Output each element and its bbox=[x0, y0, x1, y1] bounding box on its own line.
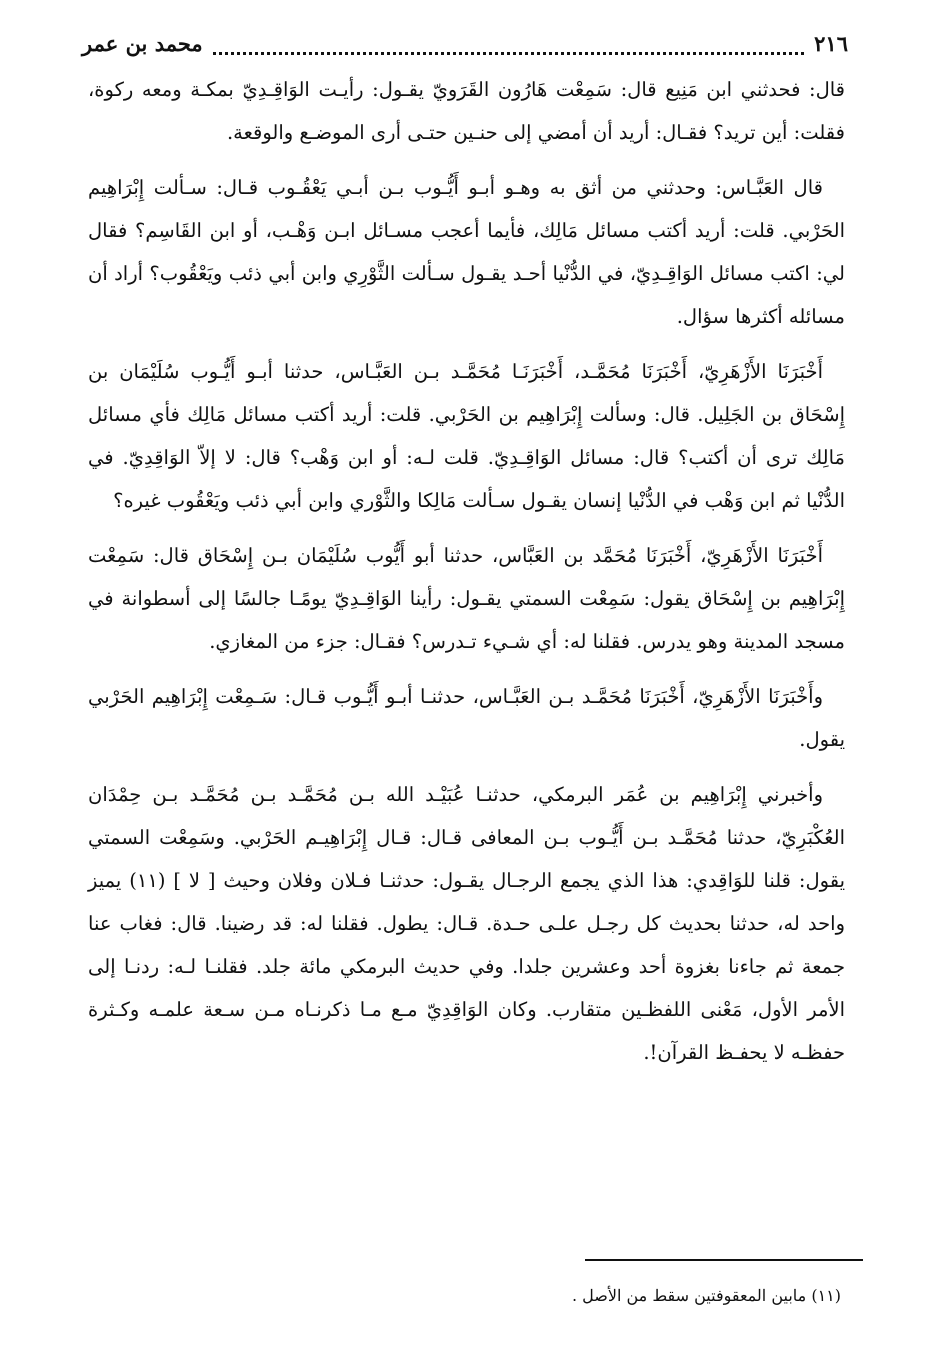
paragraph-4: أَخْبَرَنَا الأَزْهَرِيّ، أَخْبَرَنَا مُحَمَّد بن العَبَّاس، حدثنا أبو أَيُّوب سُلَيْمَان بـن إِسْحَاق قال: سَمِعْت إِبْرَاهِيم بن إِسْحَاق يقول: سَمِعْت السمتي يقـول: رأينا الوَاقِـدِيّ يومًـا جالسًا إلى أسطوانة في مسجد المدينة وهو يدرس. فقلنا له: أي شـيء تـدرس؟ فقـال: جزء من المغازي. bbox=[88, 544, 845, 653]
paragraph-1: قال: فحدثني ابن مَنِيع قال: سَمِعْت هَارُون القَرَويّ يقـول: رأيـت الوَاقِـدِيّ بمكـة ومعه ركوة، فقلت: أين تريد؟ فقـال: أريد أن أمضي إلى حنـين حتـى أرى الموضـع والوقعة. bbox=[88, 78, 845, 144]
paragraph-5: وأَخْبَرَنَا الأَزْهَرِيّ، أَخْبَرَنَا مُحَمَّـد بـن العَبَّـاس، حدثنـا أبـو أَيُّـوب قـال: سَـمِعْت إِبْرَاهِيم الحَرْبي يقول. bbox=[88, 685, 845, 751]
running-title: محمد بن عمر bbox=[82, 30, 203, 56]
paragraph-3: أَخْبَرَنَا الأَزْهَرِيّ، أَخْبَرَنَا مُحَمَّـد، أَخْبَرَنَـا مُحَمَّـد بـن العَبَّـاس، حدثنا أبـو أَيُّـوب سُلَيْمَان بن إِسْحَاق بن الجَلِيل. قال: وسألت إِبْرَاهِيم بن الحَرْبي. قلت: أريد أكتب مسائل مَالِك فأي مسائل مَالِك ترى أن أكتب؟ قال: مسائل الوَاقِـدِيّ. قلت لـه: أو ابن وَهْب؟ قال: لا إلاّ الوَاقِدِيّ. في الدُّنْيا ثم ابن وَهْب في الدُّنْيا إنسان يقـول سـألت مَالِكا والثَّوْري وابن أبي ذئب ويَعْقُوب غيره؟ bbox=[88, 360, 845, 512]
page-header bbox=[82, 26, 848, 60]
page-number: ٢١٦ bbox=[814, 30, 848, 56]
footnote: (١١) مابين المعقوفتين سقط من الأصل . bbox=[571, 1286, 841, 1305]
paragraph-6: وأخبرني إِبْرَاهِيم بن عُمَر البرمكي، حدثنـا عُبَيْـد الله بـن مُحَمَّـد بـن مُحَمَّـد بـن حِمْدَان العُكْبَرِيّ، حدثنا مُحَمَّـد بـن أَيُّـوب بـن المعافى قـال: قـال إِبْرَاهِيـم الحَرْبي. وسَمِعْت السمتي يقول: قلنا للوَاقِدي: هذا الذي يجمع الرجـال يقـول: حدثنـا فـلان وفلان وحيث [ لا ] (١١) يميز واحد له، حدثنا بحديث كل رجـل علـى حـدة. قـال: يطول. فقلنا له: قد رضينا. قال: فغاب عنا جمعة ثم جاءنا بغزوة أحد وعشرين جلدا. وفي حديث البرمكي مائة جلد. فقلنـا لـه: ردنـا إلى الأمر الأول، مَعْنى اللفظـين متقارب. وكان الوَاقِدِيّ مـع مـا ذكرنـاه مـن سـعة علمـه وكـثرة حفظـه لا يحفـظ القرآن!. bbox=[88, 783, 845, 1064]
footnote-separator bbox=[585, 1259, 863, 1261]
paragraph-2: قال العَبَّـاس: وحدثني من أثق به وهـو أبـو أَيُّـوب بـن أبـي يَعْقُـوب قـال: سـألت إِبْرَاهِيم الحَرْبي. قلت: أريد أكتب مسائل مَالِك، فأيما أعجب مسـائل ابـن وَهْـب، أو ابن القَاسِم؟ فقال لي: اكتب مسائل الوَاقِـدِيّ، في الدُّنْيا أحـد يقـول سـألت الثَّوْرِي وابن أبي ذئب ويَعْقُوب؟ أراد أن مسائله أكثرها سؤال. bbox=[88, 176, 845, 328]
header-dotted-leader bbox=[213, 40, 804, 55]
main-text bbox=[88, 68, 845, 1086]
